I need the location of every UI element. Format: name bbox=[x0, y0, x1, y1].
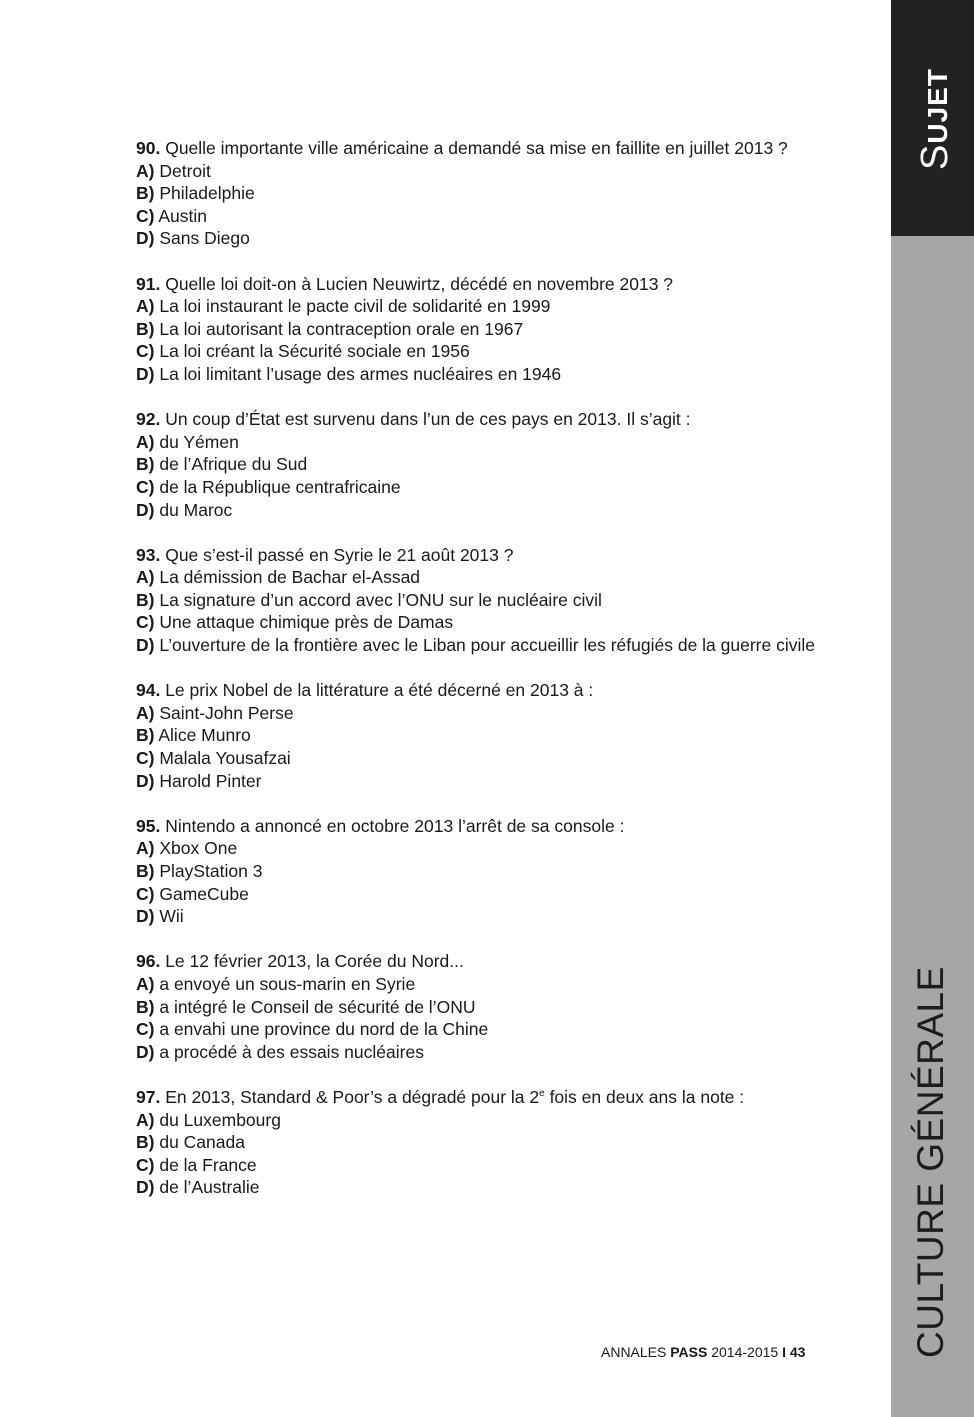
option-letter: B) bbox=[136, 589, 155, 610]
questions-list bbox=[136, 137, 836, 1222]
option-text: du Maroc bbox=[159, 499, 233, 520]
answer-option bbox=[136, 566, 836, 589]
answer-option bbox=[136, 160, 836, 183]
question-stem: Que s’est-il passé en Syrie le 21 août 2013 ? bbox=[165, 544, 514, 565]
answer-option bbox=[136, 905, 836, 928]
answer-option bbox=[136, 860, 836, 883]
answer-option bbox=[136, 1109, 836, 1132]
answer-option bbox=[136, 182, 836, 205]
question-block bbox=[136, 408, 836, 521]
option-letter: B) bbox=[136, 183, 155, 204]
option-text: a envoyé un sous-marin en Syrie bbox=[159, 973, 416, 994]
answer-option bbox=[136, 318, 836, 341]
question-number: 91. bbox=[136, 273, 161, 294]
answer-option bbox=[136, 747, 836, 770]
page-footer bbox=[601, 1344, 805, 1360]
question-block bbox=[136, 137, 836, 250]
option-text: a intégré le Conseil de sécurité de l’ONU bbox=[159, 996, 476, 1017]
question-stem: Quelle loi doit-on à Lucien Neuwirtz, décédé en novembre 2013 ? bbox=[165, 273, 674, 294]
section-label: CULTURE GÉNÉRALE bbox=[910, 966, 951, 1358]
question-text bbox=[136, 815, 836, 838]
option-text: Malala Yousafzai bbox=[159, 748, 291, 769]
option-text: du Luxembourg bbox=[159, 1109, 281, 1130]
page-number: 43 bbox=[789, 1344, 806, 1360]
answer-option bbox=[136, 1041, 836, 1064]
sujet-rest: UJET bbox=[922, 68, 953, 144]
option-letter: B) bbox=[136, 996, 155, 1017]
option-letter: A) bbox=[136, 431, 155, 452]
option-letter: D) bbox=[136, 1041, 155, 1062]
option-text: a envahi une province du nord de la Chine bbox=[159, 1019, 489, 1040]
question-stem: Le prix Nobel de la littérature a été décerné en 2013 à : bbox=[165, 680, 594, 701]
question-stem: Quelle importante ville américaine a demandé sa mise en faillite en juillet 2013 ? bbox=[165, 138, 788, 158]
option-text: Austin bbox=[158, 205, 208, 226]
option-letter: A) bbox=[136, 567, 155, 588]
question-block bbox=[136, 815, 836, 928]
question-block bbox=[136, 679, 836, 792]
option-text: de la France bbox=[159, 1154, 257, 1175]
answer-option bbox=[136, 1154, 836, 1177]
question-block bbox=[136, 1086, 836, 1199]
question-text bbox=[136, 137, 836, 160]
option-letter: C) bbox=[136, 1019, 155, 1040]
option-letter: B) bbox=[136, 318, 155, 339]
answer-option bbox=[136, 499, 836, 522]
option-text: La démission de Bachar el-Assad bbox=[159, 567, 421, 588]
option-text: La loi autorisant la contraception orale en 1967 bbox=[159, 318, 524, 339]
option-text: de la République centrafricaine bbox=[159, 476, 401, 497]
option-letter: D) bbox=[136, 228, 155, 249]
question-stem: Un coup d’État est survenu dans l’un de ces pays en 2013. Il s’agit : bbox=[165, 409, 691, 430]
question-number: 90. bbox=[136, 138, 161, 158]
option-text: La signature d’un accord avec l’ONU sur le nucléaire civil bbox=[159, 589, 602, 610]
option-text: PlayStation 3 bbox=[159, 861, 263, 881]
option-letter: B) bbox=[136, 1132, 155, 1153]
option-text: Wii bbox=[159, 906, 184, 927]
option-text: a procédé à des essais nucléaires bbox=[159, 1041, 424, 1062]
option-letter: C) bbox=[136, 1154, 155, 1175]
answer-option bbox=[136, 702, 836, 725]
question-block bbox=[136, 273, 836, 386]
question-stem-part: fois en deux ans la note : bbox=[544, 1086, 745, 1107]
answer-option bbox=[136, 724, 836, 747]
option-letter: B) bbox=[136, 861, 155, 881]
option-text: L’ouverture de la frontière avec le Liban pour accueillir les réfugiés de la guerre civile bbox=[159, 635, 815, 656]
question-text bbox=[136, 273, 836, 296]
question-number: 95. bbox=[136, 815, 161, 836]
option-letter: B) bbox=[136, 454, 155, 475]
option-text: Harold Pinter bbox=[159, 770, 262, 791]
answer-option bbox=[136, 1131, 836, 1154]
answer-option bbox=[136, 431, 836, 454]
option-letter: A) bbox=[136, 702, 155, 723]
answer-option bbox=[136, 883, 836, 906]
option-text: La loi instaurant le pacte civil de solidarité en 1999 bbox=[159, 296, 551, 317]
answer-option bbox=[136, 363, 836, 386]
answer-option bbox=[136, 996, 836, 1019]
option-letter: A) bbox=[136, 1109, 155, 1130]
footer-separator: I bbox=[782, 1344, 786, 1360]
option-letter: A) bbox=[136, 838, 155, 859]
footer-annales: ANNALES bbox=[601, 1344, 667, 1360]
option-letter: A) bbox=[136, 973, 155, 994]
option-letter: D) bbox=[136, 363, 155, 384]
option-text: du Yémen bbox=[159, 431, 239, 452]
option-letter: C) bbox=[136, 476, 155, 497]
footer-brand: PASS bbox=[670, 1344, 708, 1360]
answer-option bbox=[136, 770, 836, 793]
option-letter: C) bbox=[136, 883, 155, 904]
option-letter: A) bbox=[136, 296, 155, 317]
option-letter: D) bbox=[136, 1177, 155, 1198]
option-letter: D) bbox=[136, 906, 155, 927]
answer-option bbox=[136, 837, 836, 860]
question-stem: Le 12 février 2013, la Corée du Nord... bbox=[165, 951, 464, 972]
question-text bbox=[136, 1086, 836, 1109]
option-text: Alice Munro bbox=[158, 725, 251, 746]
answer-option bbox=[136, 205, 836, 228]
answer-option bbox=[136, 1018, 836, 1041]
answer-option bbox=[136, 227, 836, 250]
option-text: GameCube bbox=[159, 883, 249, 904]
footer-years: 2014-2015 bbox=[711, 1344, 779, 1360]
question-text bbox=[136, 950, 836, 973]
question-stem: Nintendo a annoncé en octobre 2013 l’arrêt de sa console : bbox=[165, 815, 625, 836]
option-letter: D) bbox=[136, 635, 155, 656]
option-letter: C) bbox=[136, 748, 155, 769]
answer-option bbox=[136, 340, 836, 363]
answer-option bbox=[136, 476, 836, 499]
option-text: de l’Afrique du Sud bbox=[159, 454, 308, 475]
sujet-initial: S bbox=[914, 143, 956, 170]
question-text bbox=[136, 544, 836, 567]
answer-option bbox=[136, 611, 836, 634]
option-text: La loi limitant l’usage des armes nucléaires en 1946 bbox=[159, 363, 562, 384]
option-text: du Canada bbox=[159, 1132, 245, 1153]
question-text bbox=[136, 408, 836, 431]
question-block bbox=[136, 544, 836, 657]
option-letter: C) bbox=[136, 341, 155, 362]
option-text: Detroit bbox=[159, 160, 211, 181]
question-text bbox=[136, 679, 836, 702]
option-text: Sans Diego bbox=[159, 228, 250, 249]
answer-option bbox=[136, 1176, 836, 1199]
sujet-label bbox=[916, 68, 954, 170]
question-number: 94. bbox=[136, 680, 161, 701]
option-letter: D) bbox=[136, 770, 155, 791]
option-letter: C) bbox=[136, 612, 155, 633]
option-text: Saint-John Perse bbox=[159, 702, 294, 723]
option-letter: C) bbox=[136, 205, 155, 226]
question-number: 96. bbox=[136, 951, 161, 972]
option-text: Une attaque chimique près de Damas bbox=[159, 612, 454, 633]
question-block bbox=[136, 950, 836, 1063]
question-stem-part: En 2013, Standard & Poor’s a dégradé pour la 2 bbox=[165, 1086, 540, 1107]
option-text: de l’Australie bbox=[159, 1177, 260, 1198]
option-text: Xbox One bbox=[159, 838, 238, 859]
question-number: 92. bbox=[136, 409, 161, 430]
option-letter: D) bbox=[136, 499, 155, 520]
answer-option bbox=[136, 634, 836, 657]
question-stem-superscript: e bbox=[539, 1088, 545, 1100]
option-text: Philadelphie bbox=[159, 183, 255, 204]
option-text: La loi créant la Sécurité sociale en 1956 bbox=[159, 341, 470, 362]
question-number: 97. bbox=[136, 1086, 161, 1107]
answer-option bbox=[136, 295, 836, 318]
question-number: 93. bbox=[136, 544, 161, 565]
option-letter: A) bbox=[136, 160, 155, 181]
answer-option bbox=[136, 589, 836, 612]
answer-option bbox=[136, 973, 836, 996]
answer-option bbox=[136, 453, 836, 476]
option-letter: B) bbox=[136, 725, 155, 746]
